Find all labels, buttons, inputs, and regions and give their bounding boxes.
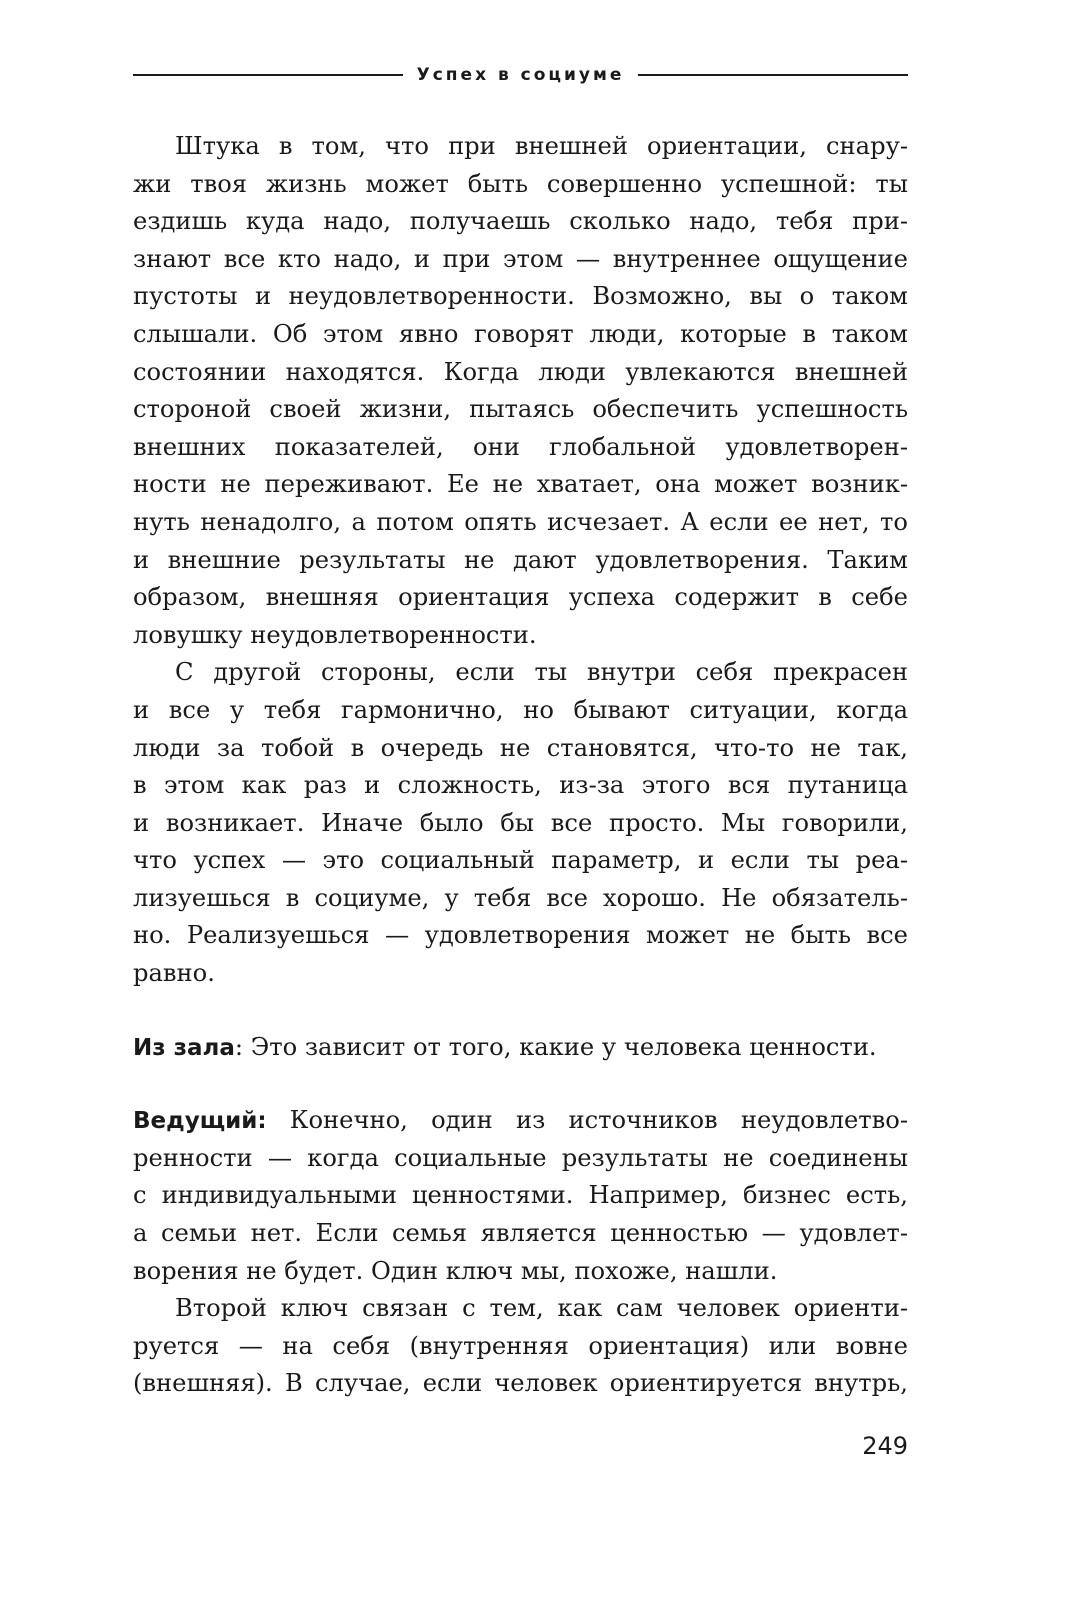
text-line: жи твоя жизнь может быть совершенно успешной: ты [133, 169, 908, 198]
running-title: Успех в социуме [416, 65, 625, 85]
text-line: руется — на себя (внутренняя ориентация) или вовне [133, 1331, 908, 1360]
text-line: и возникает. Иначе было бы все просто. Мы говорили, [133, 808, 908, 837]
text-line: (внешняя). В случае, если человек ориентируется внутрь, [133, 1369, 908, 1398]
text-line: что успех — это социальный параметр, и если ты реа- [133, 846, 908, 875]
text-line: слышали. Об этом явно говорят люди, которые в таком [133, 319, 908, 348]
header-rule-right [638, 74, 908, 76]
reply-text: Конечно, один из источников неудовлетво- [266, 1106, 908, 1135]
running-head [133, 62, 908, 88]
spacer [133, 1066, 908, 1102]
remark-text: : Это зависит от того, какие у человека ценности. [234, 1032, 877, 1061]
body-text [133, 128, 908, 1403]
spacer [133, 993, 908, 1029]
text-line [133, 1029, 908, 1067]
paragraph [133, 128, 908, 654]
page-number: 249 [862, 1432, 908, 1460]
text-line: пустоты и неудовлетворенности. Возможно, вы о таком [133, 282, 908, 311]
text-line: состоянии находятся. Когда люди увлекаются внешней [133, 357, 908, 386]
text-line: стороной своей жизни, пытаясь обеспечить успешность [133, 395, 908, 424]
text-line: равно. [133, 959, 215, 988]
text-line: образом, внешняя ориентация успеха содержит в себе [133, 583, 908, 612]
text-line: но. Реализуешься — удовлетворения может не быть все [133, 921, 908, 950]
text-line: нуть ненадолго, а потом опять исчезает. А если ее нет, то [133, 507, 908, 536]
text-line: люди за тобой в очередь не становятся, что-то не так, [133, 733, 908, 762]
text-line: ворения не будет. Один ключ мы, похоже, нашли. [133, 1256, 778, 1285]
audience-remark [133, 1029, 908, 1067]
text-line: а семьи нет. Если семья является ценностью — удовлет- [133, 1219, 908, 1248]
text-line: лизуешься в социуме, у тебя все хорошо. Не обязатель- [133, 883, 908, 912]
text-line: ездишь куда надо, получаешь сколько надо, тебя при- [133, 207, 908, 236]
text-line [133, 1102, 908, 1140]
host-reply [133, 1102, 908, 1290]
text-line: с индивидуальными ценностями. Например, бизнес есть, [133, 1181, 908, 1210]
speaker-label: Из зала [133, 1034, 235, 1061]
text-line: ренности — когда социальные результаты не соединены [133, 1143, 908, 1172]
text-line: Штука в том, что при внешней ориентации, снару- [175, 132, 908, 160]
text-line: внешних показателей, они глобальной удовлетворен- [133, 432, 908, 461]
text-line: Второй ключ связан с тем, как сам человек ориенти- [175, 1294, 908, 1323]
paragraph [133, 654, 908, 992]
text-line: ности не переживают. Ее не хватает, она может возник- [133, 470, 908, 499]
speaker-label: Ведущий: [133, 1108, 267, 1135]
paragraph [133, 1290, 908, 1403]
text-line: С другой стороны, если ты внутри себя прекрасен [175, 658, 908, 687]
text-line: ловушку неудовлетворенности. [133, 620, 537, 649]
text-line: и все у тебя гармонично, но бывают ситуации, когда [133, 695, 908, 724]
text-line: и внешние результаты не дают удовлетворения. Таким [133, 545, 908, 574]
text-line: в этом как раз и сложность, из-за этого вся путаница [133, 771, 908, 800]
text-line: знают все кто надо, и при этом — внутреннее ощущение [133, 244, 908, 273]
header-rule-left [133, 74, 403, 76]
